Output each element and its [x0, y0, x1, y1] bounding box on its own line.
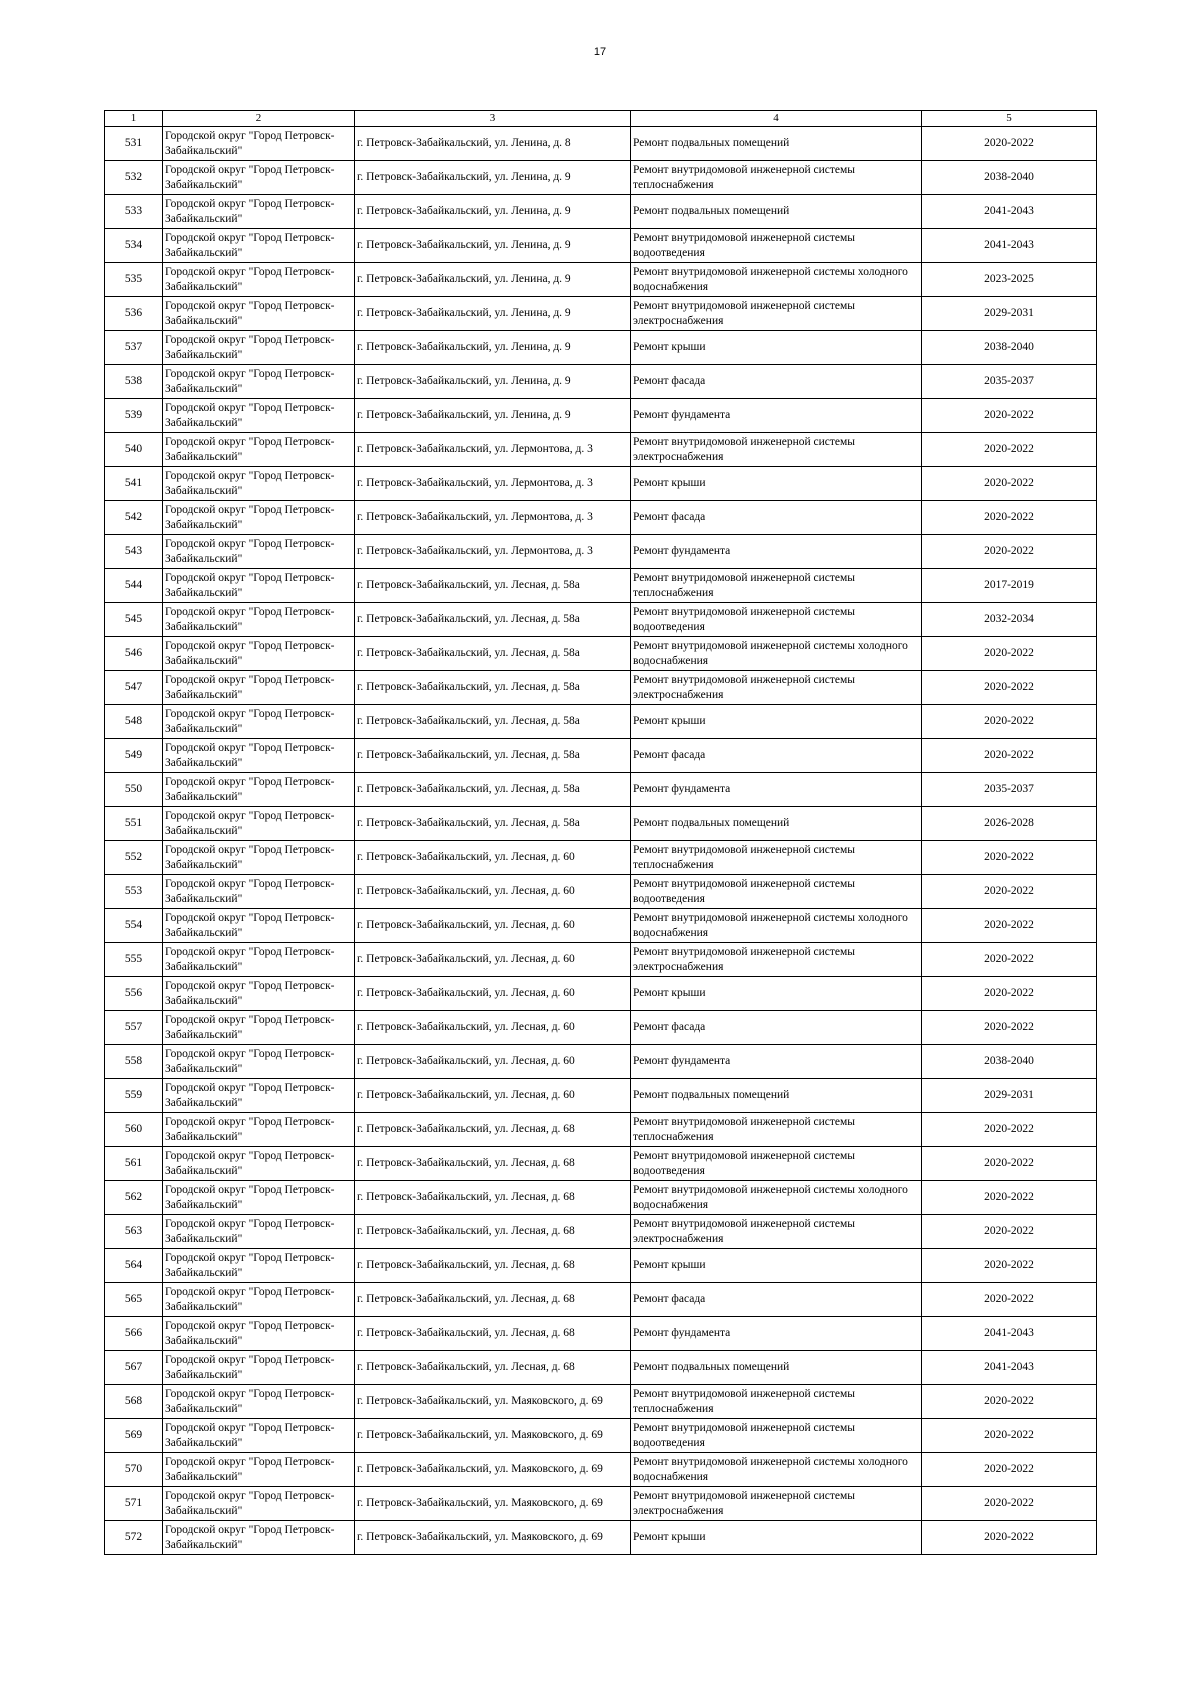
work-type-cell: Ремонт фасада — [631, 1011, 922, 1045]
table-row — [105, 467, 1097, 501]
period-cell: 2020-2022 — [922, 1487, 1097, 1521]
municipality-cell: Городской округ "Город Петровск-Забайкальский" — [163, 909, 355, 943]
period-cell: 2041-2043 — [922, 1351, 1097, 1385]
row-number: 559 — [105, 1079, 163, 1113]
address-cell: г. Петровск-Забайкальский, ул. Лесная, д. 60 — [355, 841, 631, 875]
table-row — [105, 1079, 1097, 1113]
table-row — [105, 637, 1097, 671]
row-number: 537 — [105, 331, 163, 365]
address-cell: г. Петровск-Забайкальский, ул. Лесная, д. 60 — [355, 943, 631, 977]
table-row — [105, 433, 1097, 467]
work-type-cell: Ремонт фундамента — [631, 773, 922, 807]
municipality-cell: Городской округ "Город Петровск-Забайкальский" — [163, 1045, 355, 1079]
address-cell: г. Петровск-Забайкальский, ул. Маяковского, д. 69 — [355, 1487, 631, 1521]
row-number: 571 — [105, 1487, 163, 1521]
address-cell: г. Петровск-Забайкальский, ул. Маяковского, д. 69 — [355, 1521, 631, 1555]
row-number: 565 — [105, 1283, 163, 1317]
work-type-cell: Ремонт подвальных помещений — [631, 1079, 922, 1113]
address-cell: г. Петровск-Забайкальский, ул. Лесная, д. 68 — [355, 1113, 631, 1147]
column-header: 4 — [631, 111, 922, 127]
work-type-cell: Ремонт подвальных помещений — [631, 1351, 922, 1385]
period-cell: 2029-2031 — [922, 1079, 1097, 1113]
work-type-cell: Ремонт внутридомовой инженерной системы холодного водоснабжения — [631, 263, 922, 297]
address-cell: г. Петровск-Забайкальский, ул. Ленина, д. 9 — [355, 297, 631, 331]
work-type-cell: Ремонт фасада — [631, 501, 922, 535]
column-header: 1 — [105, 111, 163, 127]
row-number: 556 — [105, 977, 163, 1011]
work-type-cell: Ремонт крыши — [631, 467, 922, 501]
page-number: 17 — [593, 46, 607, 58]
row-number: 542 — [105, 501, 163, 535]
period-cell: 2035-2037 — [922, 773, 1097, 807]
row-number: 569 — [105, 1419, 163, 1453]
table-row — [105, 705, 1097, 739]
table-row — [105, 807, 1097, 841]
period-cell: 2038-2040 — [922, 1045, 1097, 1079]
municipality-cell: Городской округ "Город Петровск-Забайкальский" — [163, 773, 355, 807]
table-row — [105, 841, 1097, 875]
period-cell: 2020-2022 — [922, 1419, 1097, 1453]
address-cell: г. Петровск-Забайкальский, ул. Лесная, д. 60 — [355, 1011, 631, 1045]
table-row — [105, 399, 1097, 433]
work-type-cell: Ремонт внутридомовой инженерной системы водоотведения — [631, 229, 922, 263]
period-cell: 2020-2022 — [922, 467, 1097, 501]
work-type-cell: Ремонт внутридомовой инженерной системы холодного водоснабжения — [631, 909, 922, 943]
row-number: 548 — [105, 705, 163, 739]
table-row — [105, 161, 1097, 195]
column-header: 3 — [355, 111, 631, 127]
municipality-cell: Городской округ "Город Петровск-Забайкальский" — [163, 1079, 355, 1113]
row-number: 567 — [105, 1351, 163, 1385]
table-row — [105, 297, 1097, 331]
work-type-cell: Ремонт внутридомовой инженерной системы холодного водоснабжения — [631, 1453, 922, 1487]
municipality-cell: Городской округ "Город Петровск-Забайкальский" — [163, 1147, 355, 1181]
period-cell: 2026-2028 — [922, 807, 1097, 841]
municipality-cell: Городской округ "Город Петровск-Забайкальский" — [163, 739, 355, 773]
row-number: 538 — [105, 365, 163, 399]
address-cell: г. Петровск-Забайкальский, ул. Лесная, д. 58а — [355, 569, 631, 603]
municipality-cell: Городской округ "Город Петровск-Забайкальский" — [163, 229, 355, 263]
row-number: 533 — [105, 195, 163, 229]
work-type-cell: Ремонт крыши — [631, 1521, 922, 1555]
period-cell: 2029-2031 — [922, 297, 1097, 331]
address-cell: г. Петровск-Забайкальский, ул. Лесная, д. 68 — [355, 1181, 631, 1215]
table-row — [105, 1521, 1097, 1555]
municipality-cell: Городской округ "Город Петровск-Забайкальский" — [163, 297, 355, 331]
row-number: 555 — [105, 943, 163, 977]
period-cell: 2038-2040 — [922, 331, 1097, 365]
work-type-cell: Ремонт внутридомовой инженерной системы водоотведения — [631, 1147, 922, 1181]
work-type-cell: Ремонт подвальных помещений — [631, 807, 922, 841]
address-cell: г. Петровск-Забайкальский, ул. Ленина, д. 9 — [355, 365, 631, 399]
column-header: 5 — [922, 111, 1097, 127]
address-cell: г. Петровск-Забайкальский, ул. Маяковского, д. 69 — [355, 1419, 631, 1453]
address-cell: г. Петровск-Забайкальский, ул. Лесная, д. 60 — [355, 1045, 631, 1079]
municipality-cell: Городской округ "Город Петровск-Забайкальский" — [163, 433, 355, 467]
period-cell: 2041-2043 — [922, 229, 1097, 263]
row-number: 566 — [105, 1317, 163, 1351]
table-row — [105, 569, 1097, 603]
row-number: 560 — [105, 1113, 163, 1147]
table-row — [105, 909, 1097, 943]
address-cell: г. Петровск-Забайкальский, ул. Лесная, д. 58а — [355, 807, 631, 841]
municipality-cell: Городской округ "Город Петровск-Забайкальский" — [163, 365, 355, 399]
municipality-cell: Городской округ "Город Петровск-Забайкальский" — [163, 603, 355, 637]
row-number: 541 — [105, 467, 163, 501]
table-row — [105, 1215, 1097, 1249]
period-cell: 2020-2022 — [922, 127, 1097, 161]
row-number: 531 — [105, 127, 163, 161]
municipality-cell: Городской округ "Город Петровск-Забайкальский" — [163, 569, 355, 603]
address-cell: г. Петровск-Забайкальский, ул. Ленина, д. 9 — [355, 399, 631, 433]
address-cell: г. Петровск-Забайкальский, ул. Лесная, д. 60 — [355, 909, 631, 943]
work-type-cell: Ремонт внутридомовой инженерной системы электроснабжения — [631, 1215, 922, 1249]
row-number: 540 — [105, 433, 163, 467]
period-cell: 2020-2022 — [922, 1385, 1097, 1419]
municipality-cell: Городской округ "Город Петровск-Забайкальский" — [163, 807, 355, 841]
municipality-cell: Городской округ "Город Петровск-Забайкальский" — [163, 399, 355, 433]
row-number: 539 — [105, 399, 163, 433]
municipality-cell: Городской округ "Город Петровск-Забайкальский" — [163, 127, 355, 161]
table-row — [105, 1351, 1097, 1385]
address-cell: г. Петровск-Забайкальский, ул. Лермонтова, д. 3 — [355, 501, 631, 535]
row-number: 568 — [105, 1385, 163, 1419]
period-cell: 2020-2022 — [922, 841, 1097, 875]
table-row — [105, 1181, 1097, 1215]
work-type-cell: Ремонт внутридомовой инженерной системы холодного водоснабжения — [631, 637, 922, 671]
municipality-cell: Городской округ "Город Петровск-Забайкальский" — [163, 1487, 355, 1521]
municipality-cell: Городской округ "Город Петровск-Забайкальский" — [163, 671, 355, 705]
table-row — [105, 501, 1097, 535]
work-type-cell: Ремонт внутридомовой инженерной системы электроснабжения — [631, 297, 922, 331]
address-cell: г. Петровск-Забайкальский, ул. Лесная, д. 68 — [355, 1147, 631, 1181]
period-cell: 2035-2037 — [922, 365, 1097, 399]
work-type-cell: Ремонт внутридомовой инженерной системы электроснабжения — [631, 433, 922, 467]
municipality-cell: Городской округ "Город Петровск-Забайкальский" — [163, 1113, 355, 1147]
address-cell: г. Петровск-Забайкальский, ул. Ленина, д. 8 — [355, 127, 631, 161]
row-number: 546 — [105, 637, 163, 671]
address-cell: г. Петровск-Забайкальский, ул. Лесная, д. 58а — [355, 603, 631, 637]
table-row — [105, 739, 1097, 773]
table-row — [105, 977, 1097, 1011]
period-cell: 2020-2022 — [922, 1181, 1097, 1215]
table-row — [105, 603, 1097, 637]
row-number: 550 — [105, 773, 163, 807]
row-number: 563 — [105, 1215, 163, 1249]
period-cell: 2020-2022 — [922, 909, 1097, 943]
table-row — [105, 1283, 1097, 1317]
municipality-cell: Городской округ "Город Петровск-Забайкальский" — [163, 1385, 355, 1419]
table-row — [105, 365, 1097, 399]
address-cell: г. Петровск-Забайкальский, ул. Лермонтова, д. 3 — [355, 535, 631, 569]
address-cell: г. Петровск-Забайкальский, ул. Ленина, д. 9 — [355, 331, 631, 365]
address-cell: г. Петровск-Забайкальский, ул. Ленина, д. 9 — [355, 229, 631, 263]
table-row — [105, 1113, 1097, 1147]
row-number: 570 — [105, 1453, 163, 1487]
row-number: 562 — [105, 1181, 163, 1215]
period-cell: 2020-2022 — [922, 535, 1097, 569]
work-type-cell: Ремонт внутридомовой инженерной системы теплоснабжения — [631, 1385, 922, 1419]
table-row — [105, 1385, 1097, 1419]
work-type-cell: Ремонт внутридомовой инженерной системы теплоснабжения — [631, 161, 922, 195]
municipality-cell: Городской округ "Город Петровск-Забайкальский" — [163, 535, 355, 569]
municipality-cell: Городской округ "Город Петровск-Забайкальский" — [163, 263, 355, 297]
period-cell: 2020-2022 — [922, 1249, 1097, 1283]
column-header: 2 — [163, 111, 355, 127]
period-cell: 2041-2043 — [922, 195, 1097, 229]
period-cell: 2023-2025 — [922, 263, 1097, 297]
table-row — [105, 1147, 1097, 1181]
period-cell: 2020-2022 — [922, 637, 1097, 671]
municipality-cell: Городской округ "Город Петровск-Забайкальский" — [163, 875, 355, 909]
address-cell: г. Петровск-Забайкальский, ул. Лесная, д. 68 — [355, 1249, 631, 1283]
work-type-cell: Ремонт фундамента — [631, 1045, 922, 1079]
period-cell: 2020-2022 — [922, 671, 1097, 705]
work-type-cell: Ремонт внутридомовой инженерной системы электроснабжения — [631, 1487, 922, 1521]
address-cell: г. Петровск-Забайкальский, ул. Лесная, д. 58а — [355, 671, 631, 705]
period-cell: 2020-2022 — [922, 1147, 1097, 1181]
row-number: 534 — [105, 229, 163, 263]
period-cell: 2020-2022 — [922, 501, 1097, 535]
period-cell: 2017-2019 — [922, 569, 1097, 603]
table-row — [105, 331, 1097, 365]
work-type-cell: Ремонт внутридомовой инженерной системы электроснабжения — [631, 943, 922, 977]
work-type-cell: Ремонт фундамента — [631, 1317, 922, 1351]
municipality-cell: Городской округ "Город Петровск-Забайкальский" — [163, 1317, 355, 1351]
table-row — [105, 1419, 1097, 1453]
period-cell: 2020-2022 — [922, 399, 1097, 433]
address-cell: г. Петровск-Забайкальский, ул. Ленина, д. 9 — [355, 161, 631, 195]
table-row — [105, 195, 1097, 229]
work-type-cell: Ремонт фасада — [631, 739, 922, 773]
municipality-cell: Городской округ "Город Петровск-Забайкальский" — [163, 705, 355, 739]
municipality-cell: Городской округ "Город Петровск-Забайкальский" — [163, 1181, 355, 1215]
row-number: 551 — [105, 807, 163, 841]
work-type-cell: Ремонт подвальных помещений — [631, 195, 922, 229]
address-cell: г. Петровск-Забайкальский, ул. Лесная, д. 58а — [355, 637, 631, 671]
work-type-cell: Ремонт фундамента — [631, 399, 922, 433]
municipality-cell: Городской округ "Город Петровск-Забайкальский" — [163, 841, 355, 875]
address-cell: г. Петровск-Забайкальский, ул. Лермонтова, д. 3 — [355, 433, 631, 467]
work-type-cell: Ремонт крыши — [631, 705, 922, 739]
municipality-cell: Городской округ "Город Петровск-Забайкальский" — [163, 1419, 355, 1453]
municipality-cell: Городской округ "Город Петровск-Забайкальский" — [163, 195, 355, 229]
table-row — [105, 1487, 1097, 1521]
table-row — [105, 1317, 1097, 1351]
table-row — [105, 875, 1097, 909]
municipality-cell: Городской округ "Город Петровск-Забайкальский" — [163, 637, 355, 671]
address-cell: г. Петровск-Забайкальский, ул. Лесная, д. 58а — [355, 705, 631, 739]
row-number: 552 — [105, 841, 163, 875]
row-number: 544 — [105, 569, 163, 603]
address-cell: г. Петровск-Забайкальский, ул. Лесная, д. 58а — [355, 739, 631, 773]
municipality-cell: Городской округ "Город Петровск-Забайкальский" — [163, 977, 355, 1011]
work-type-cell: Ремонт крыши — [631, 977, 922, 1011]
work-type-cell: Ремонт внутридомовой инженерной системы холодного водоснабжения — [631, 1181, 922, 1215]
table-row — [105, 1249, 1097, 1283]
period-cell: 2020-2022 — [922, 433, 1097, 467]
address-cell: г. Петровск-Забайкальский, ул. Лесная, д. 68 — [355, 1351, 631, 1385]
table-row — [105, 535, 1097, 569]
period-cell: 2020-2022 — [922, 705, 1097, 739]
address-cell: г. Петровск-Забайкальский, ул. Лесная, д. 60 — [355, 875, 631, 909]
table-row — [105, 1011, 1097, 1045]
address-cell: г. Петровск-Забайкальский, ул. Лесная, д. 60 — [355, 1079, 631, 1113]
period-cell: 2020-2022 — [922, 977, 1097, 1011]
row-number: 535 — [105, 263, 163, 297]
period-cell: 2038-2040 — [922, 161, 1097, 195]
work-type-cell: Ремонт фасада — [631, 365, 922, 399]
work-type-cell: Ремонт внутридомовой инженерной системы водоотведения — [631, 603, 922, 637]
period-cell: 2041-2043 — [922, 1317, 1097, 1351]
period-cell: 2032-2034 — [922, 603, 1097, 637]
table-row — [105, 263, 1097, 297]
municipality-cell: Городской округ "Город Петровск-Забайкальский" — [163, 1215, 355, 1249]
municipality-cell: Городской округ "Город Петровск-Забайкальский" — [163, 467, 355, 501]
table-row — [105, 229, 1097, 263]
municipality-cell: Городской округ "Город Петровск-Забайкальский" — [163, 1351, 355, 1385]
row-number: 545 — [105, 603, 163, 637]
table-body — [105, 127, 1097, 1555]
row-number: 536 — [105, 297, 163, 331]
municipality-cell: Городской округ "Город Петровск-Забайкальский" — [163, 1011, 355, 1045]
municipality-cell: Городской округ "Город Петровск-Забайкальский" — [163, 1249, 355, 1283]
address-cell: г. Петровск-Забайкальский, ул. Ленина, д. 9 — [355, 195, 631, 229]
work-type-cell: Ремонт подвальных помещений — [631, 127, 922, 161]
address-cell: г. Петровск-Забайкальский, ул. Лермонтова, д. 3 — [355, 467, 631, 501]
municipality-cell: Городской округ "Город Петровск-Забайкальский" — [163, 943, 355, 977]
municipality-cell: Городской округ "Город Петровск-Забайкальский" — [163, 501, 355, 535]
work-type-cell: Ремонт внутридомовой инженерной системы водоотведения — [631, 875, 922, 909]
period-cell: 2020-2022 — [922, 1453, 1097, 1487]
period-cell: 2020-2022 — [922, 1113, 1097, 1147]
work-type-cell: Ремонт фундамента — [631, 535, 922, 569]
row-number: 547 — [105, 671, 163, 705]
municipality-cell: Городской округ "Город Петровск-Забайкальский" — [163, 1283, 355, 1317]
period-cell: 2020-2022 — [922, 1283, 1097, 1317]
work-type-cell: Ремонт внутридомовой инженерной системы теплоснабжения — [631, 841, 922, 875]
row-number: 561 — [105, 1147, 163, 1181]
period-cell: 2020-2022 — [922, 875, 1097, 909]
repair-schedule-table — [104, 110, 1097, 1555]
row-number: 554 — [105, 909, 163, 943]
period-cell: 2020-2022 — [922, 1521, 1097, 1555]
work-type-cell: Ремонт внутридомовой инженерной системы теплоснабжения — [631, 1113, 922, 1147]
row-number: 564 — [105, 1249, 163, 1283]
address-cell: г. Петровск-Забайкальский, ул. Маяковского, д. 69 — [355, 1385, 631, 1419]
address-cell: г. Петровск-Забайкальский, ул. Лесная, д. 68 — [355, 1283, 631, 1317]
table-row — [105, 671, 1097, 705]
municipality-cell: Городской округ "Город Петровск-Забайкальский" — [163, 1521, 355, 1555]
row-number: 558 — [105, 1045, 163, 1079]
address-cell: г. Петровск-Забайкальский, ул. Маяковского, д. 69 — [355, 1453, 631, 1487]
table-row — [105, 1453, 1097, 1487]
work-type-cell: Ремонт крыши — [631, 1249, 922, 1283]
address-cell: г. Петровск-Забайкальский, ул. Ленина, д. 9 — [355, 263, 631, 297]
address-cell: г. Петровск-Забайкальский, ул. Лесная, д. 68 — [355, 1317, 631, 1351]
row-number: 557 — [105, 1011, 163, 1045]
municipality-cell: Городской округ "Город Петровск-Забайкальский" — [163, 331, 355, 365]
work-type-cell: Ремонт внутридомовой инженерной системы водоотведения — [631, 1419, 922, 1453]
table-row — [105, 1045, 1097, 1079]
work-type-cell: Ремонт фасада — [631, 1283, 922, 1317]
address-cell: г. Петровск-Забайкальский, ул. Лесная, д. 68 — [355, 1215, 631, 1249]
period-cell: 2020-2022 — [922, 943, 1097, 977]
column-number-row — [105, 111, 1097, 127]
period-cell: 2020-2022 — [922, 1215, 1097, 1249]
table-row — [105, 127, 1097, 161]
period-cell: 2020-2022 — [922, 739, 1097, 773]
municipality-cell: Городской округ "Город Петровск-Забайкальский" — [163, 1453, 355, 1487]
municipality-cell: Городской округ "Город Петровск-Забайкальский" — [163, 161, 355, 195]
row-number: 543 — [105, 535, 163, 569]
work-type-cell: Ремонт внутридомовой инженерной системы теплоснабжения — [631, 569, 922, 603]
table-row — [105, 943, 1097, 977]
row-number: 532 — [105, 161, 163, 195]
row-number: 572 — [105, 1521, 163, 1555]
address-cell: г. Петровск-Забайкальский, ул. Лесная, д. 58а — [355, 773, 631, 807]
period-cell: 2020-2022 — [922, 1011, 1097, 1045]
table-row — [105, 773, 1097, 807]
row-number: 553 — [105, 875, 163, 909]
row-number: 549 — [105, 739, 163, 773]
address-cell: г. Петровск-Забайкальский, ул. Лесная, д. 60 — [355, 977, 631, 1011]
work-type-cell: Ремонт внутридомовой инженерной системы электроснабжения — [631, 671, 922, 705]
work-type-cell: Ремонт крыши — [631, 331, 922, 365]
